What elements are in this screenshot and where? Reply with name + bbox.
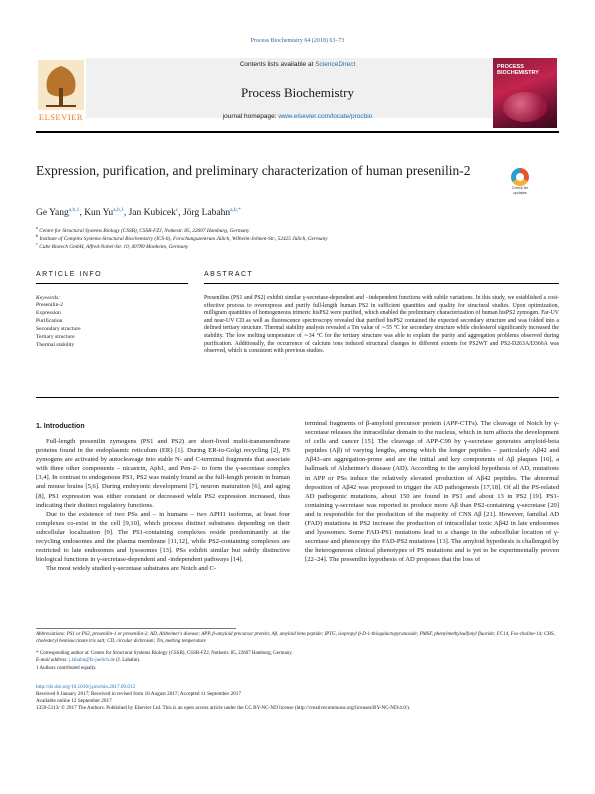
check-updates-icon [511,168,529,186]
available-online: Available online 12 September 2017 [36,698,112,704]
article-info-heading: ARTICLE INFO [36,271,103,278]
email-link[interactable]: j.labahn@fz-juelich.de [69,658,115,663]
journal-cover-image [493,58,557,128]
keyword: Expression [36,310,61,316]
author-sup[interactable]: c [175,207,179,213]
publisher-name: ELSEVIER [38,112,84,122]
homepage-link[interactable]: www.elsevier.com/locate/procbio [278,113,373,120]
intro-left-column [36,437,290,573]
header-rule [36,131,559,133]
sciencedirect-link[interactable]: ScienceDirect [315,61,356,68]
abstract-text: Presenilins (PS1 and PS2) exhibit similar γ-secretase-dependent and −independent functions with subtle variations. In this study, we established a cost-effective process to overexpress and purify full-length human PS2 in sufficient quantities and quality for structural studies. Upon optimization, milligram quantities of homogeneous trimeric hisPS2 were purified, which enabled the preliminary characterization of human hisPS2 zymogen. Far-UV and near-UV CD as well as fluorescence spectroscopy revealed that purified hisPS2 contained the expected secondary structure and was folded into a defined tertiary structure. Thermal stability analysis revealed a Tm value of ∼55 °C for secondary structure while cholesterol significantly increased the stability. The low melting temperature of ∼34 °C for the tertiary structure was able to explain the purity and aggregation problems observed during purification. Additionally, the occurrence of calcium ions induced structural changes to different extents for PS2WT and PS2-D263A/D366A was observed, which is consistent with previous studies. [204,295,559,355]
affiliation-text: Institute of Complex Systems-Structural Biochemistry (ICS-6), Forschungszentrum Jülich, Wilhelm-Johnen-Str., 52425 Jülich, Germany [39,235,328,242]
received-dates: Received 6 January 2017; Received in revised form 18 August 2017; Accepted 11 September 2017 [36,691,241,697]
doi-link[interactable]: http://dx.doi.org/10.1016/j.procbio.2017.09.012 [36,684,136,690]
contents-line [86,61,509,68]
license-line: 1359-5113/ © 2017 The Authors. Published by Elsevier Ltd. This is an open access article under the CC BY-NC-ND license (http://creativecommons.org/licenses/BY-NC-ND/4.0/). [36,705,411,711]
email-note [36,658,559,665]
affiliation-sup: a [36,225,38,230]
affiliation-text: Cube Biotech GmbH, Alfred-Nobel-Str. 10, 40789 Monheim, Germany [39,243,189,250]
author-name[interactable]: Ge Yang [36,208,69,219]
keywords-label: Keywords: [36,295,61,301]
keyword: Purification [36,318,63,324]
check-updates-label: Check for updates [511,186,529,195]
intro-right-column [305,419,559,565]
affiliation-text: Centre for Structural Systems Biology (CSSB), CSSB-FZJ, Notkestr. 85, 22607 Hamburg, Germany [39,227,250,234]
check-for-updates-badge[interactable] [506,168,534,200]
section-heading-introduction: 1. Introduction [36,423,85,430]
abstract-end-rule [36,397,559,398]
author-name[interactable]: Kun Yu [84,208,114,219]
cover-title: PROCESS BIOCHEMISTRY [497,64,539,76]
journal-name: Process Biochemistry [240,85,354,100]
author-list: Ge Yang$^{a,b,1}$, Kun Yu$^{a,b,1}$, Jan Kubicek$^c$, Jörg Labahn$^{a,b,*}$ [36,207,241,219]
article-info-rule [36,283,188,284]
homepage-prefix: journal homepage: [222,113,279,120]
equal-contribution-note: 1 Authors contributed equally. [36,666,97,671]
email-suffix: (J. Labahn). [114,658,141,663]
email-label: E-mail address: [36,658,70,663]
intro-paragraph: terminal fragments of β-amyloid precursor protein (APP-CTFs). The cleavage of Notch by γ-secretase releases the intracellular domain to the nucleus, which in turn affects the development of cells and cancer [15]. The cleavage of APP-C99 by γ-secretase generates amyloid-beta peptides (Aβ) of varying lengths, among which the longer peptides – particularly Aβ42 and Aβ43–are aggregation-prone and are the initial and key components of Aβ plaques [16], a hallmark of Alzheimer's disease (AD). According to the amyloid hypothesis of AD, mutations in APP or PSs induce the relatively elevated production of Aβ42 peptides. The abnormal deposition of Aβ42 was proposed to trigger the AD pathogenesis [17,18]. Of all the PS-related AD pathogenic mutations, about 150 are found in PS1 and about 13 in PS2 [19]. PS1-containing γ-secretase was reported to produce more Aβ than PS2-containing γ-secretase [20] and is responsible for the production of the majority of CNS Aβ [21]. However, familial AD (FAD) mutations in PS2 increase the production of intracellular toxic Aβ42 in late endosomes and lysosomes. Some FAD-PS1 mutations lead to a change in the subcellular location of γ-secretase and phenocopy the FAD-PS2 mutations [13]. The amyloid hypothesis is challenged by the heterogeneous clinical phenotypes of PS mutations and is yet to be experimentally proven [22–24]. The presenilin hypothesis of AD proposes that the loss of [305,420,559,564]
cover-artwork [503,92,547,122]
journal-citation[interactable]: Process Biochemistry 64 (2018) 63–73 [250,38,345,44]
keyword: Tertiary structure [36,334,75,340]
author-sup[interactable]: a,b,1 [113,207,124,213]
author-name[interactable]: Jan Kubicek [128,208,176,219]
author-sup[interactable]: a,b,* [230,207,241,213]
abstract-heading: ABSTRACT [204,271,254,278]
abbreviations-footnote: Abbreviations: PS1 or PS2, presenilin-1 or presenilin-2; AD, Alzheimer's disease; APP, β-amyloid precursor protein; Aβ, amyloid beta peptide; IPTG, isopropyl β-D-1-thiogalactopyranoside; PMSF, phenylmethylsulfonyl fluoride; FC14, Fos-choline-14; CHS, cholesteryl hemisuccinate tris salt; CD, circular dichroism; Tm, melting temperature [36,632,555,644]
corresponding-author-note: * Corresponding author at: Centre for Structural Systems Biology (CSSB), CSSB-FZJ, Notkestr. 85, 22607 Hamburg, Germany. [36,651,293,656]
affiliation-sup: c [36,241,38,246]
intro-paragraph: Full-length presenilin zymogens (PS1 and PS2) are short-lived multi-transmembrane proteins found in the endoplasmic reticulum (ER) [1]. During ER-to-Golgi recycling [2], PS zymogens are activated by autocleavage into stable N- and C-terminal fragments that associate with three other components – nicastrin, Aph1, and Pen-2– to form the γ-secretase complex [3,4]. In contrast to endogenous PS1, PS2 was mainly found as the full-length protein in human and mouse brains [5,6]. During embryonic development [7], neuron maturation [6], and aging [8], PS1 expression was either constant or decreased while PS2 expression increased, thus indicating their distinct regulatory functions. [36,438,290,509]
author-name[interactable]: Jörg Labahn [183,208,231,219]
affiliation-sup: b [36,233,39,238]
abstract-rule [204,283,559,284]
article-title: Expression, purification, and preliminary characterization of human presenilin-2 [36,163,471,178]
journal-homepage [86,113,509,120]
intro-paragraph: The most widely studied γ-secretase substrates are Notch and C- [46,565,217,573]
footnote-rule [36,628,236,629]
contents-prefix: Contents lists available at [239,61,316,68]
keyword: Secondary structure [36,326,81,332]
affiliation [36,240,556,251]
author-sup[interactable]: a,b,1 [68,207,80,213]
elsevier-logo [36,58,86,128]
keyword: Presenilin-2 [36,302,64,308]
keyword: Thermal stability [36,342,75,348]
intro-paragraph: Due to the existence of two PSs and – in humans – two APH1 isoforms, at least four complexes co-exist in the cell [9,10], which process distinct substrates depending on their subcellular localization [9]. The PS1-containing complexes reside predominantly at the recycling endosomes and the plasma membrane [11,12], while PS2-containing complexes are restricted to late endosomes and lysosomes [13]. PSs exhibit similar but subtly distinctive biological functions in γ-secretase-dependent and -independent pathways [14]. [36,510,290,564]
